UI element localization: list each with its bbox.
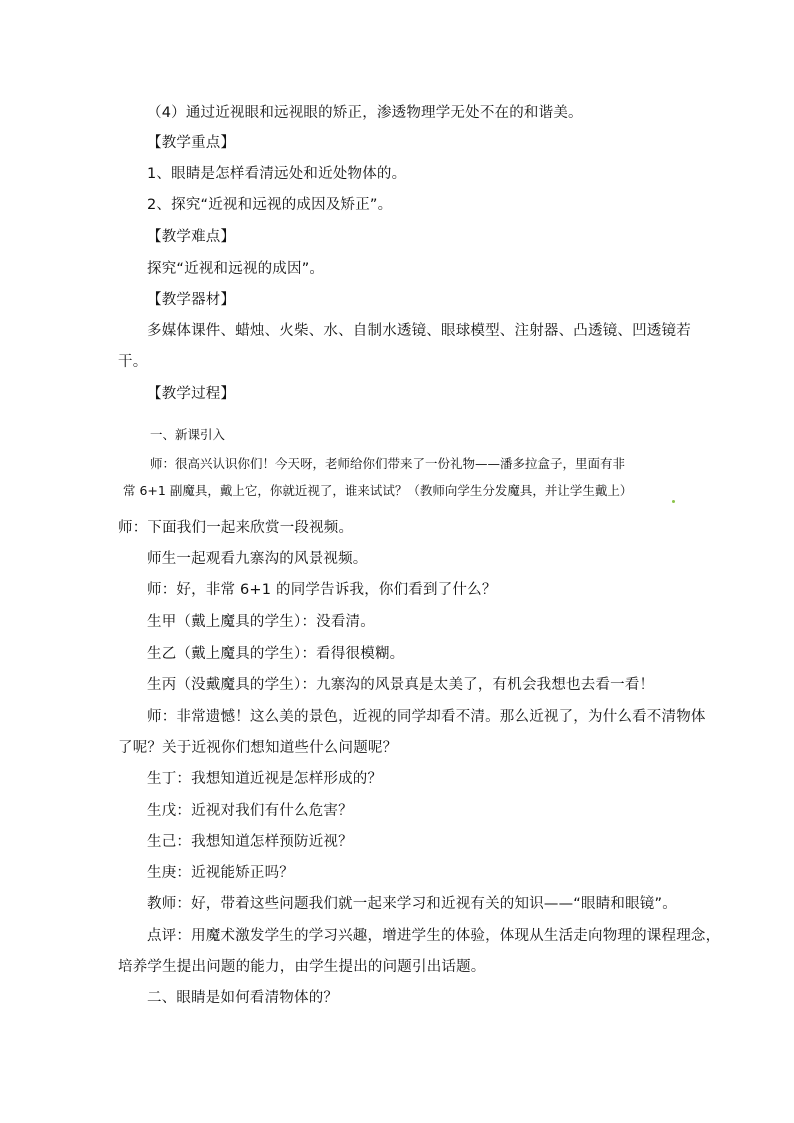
student-d-line: 生丁：我想知道近视是怎样形成的？ [147, 771, 383, 787]
key-point-2-text: 2、探究“近视和远视的成因及矫正”。 [147, 197, 393, 213]
objective-4-text: （4）通过近视眼和远视眼的矫正，渗透物理学无处不在的和谐美。 [147, 105, 583, 121]
student-e-line: 生戊：近视对我们有什么危害？ [147, 803, 353, 819]
difficulty-text: 探究“近视和远视的成因”。 [147, 261, 325, 277]
student-b-line: 生乙（戴上魔具的学生）：看得很模糊。 [147, 646, 405, 662]
stray-dot [672, 500, 675, 503]
section-2-heading: 二、眼睛是如何看清物体的？ [147, 990, 339, 1006]
teacher-intro-line-2: 常 6+1 副魔具，戴上它，你就近视了，谁来试试？（教师向学生分发魔具，并让学生戴上） [123, 483, 633, 498]
student-g-line: 生庚：近视能矫正吗？ [147, 865, 294, 881]
student-f-line: 生己：我想知道怎样预防近视？ [147, 834, 353, 850]
teacher-topic-line: 教师：好，带着这些问题我们就一起来学习和近视有关的知识——“眼睛和眼镜”。 [147, 896, 677, 912]
key-point-1-text: 1、眼睛是怎样看清远处和近处物体的。 [147, 166, 407, 182]
teacher-intro-line-1: 师：很高兴认识你们！今天呀，老师给你们带来了一份礼物——潘多拉盒子，里面有非 [150, 456, 626, 471]
difficulty-heading: 【教学难点】 [147, 229, 236, 245]
equipment-text-line-1: 多媒体课件、蜡烛、火柴、水、自制水透镜、眼球模型、注射器、凸透镜、凹透镜若 [147, 323, 691, 339]
student-a-line: 生甲（戴上魔具的学生）：没看清。 [147, 614, 375, 630]
student-c-line: 生丙（没戴魔具的学生）：九寨沟的风景真是太美了，有机会我想也去看一看！ [147, 677, 655, 693]
equipment-text-line-2: 干。 [118, 354, 148, 370]
watch-video-line: 师生一起观看九寨沟的风景视频。 [147, 551, 368, 567]
comment-line-2: 培养学生提出问题的能力，由学生提出的问题引出话题。 [118, 959, 486, 975]
equipment-heading: 【教学器材】 [147, 292, 236, 308]
key-points-heading: 【教学重点】 [147, 135, 236, 151]
process-heading: 【教学过程】 [147, 386, 236, 402]
teacher-regret-line-1: 师：非常遗憾！这么美的景色，近视的同学却看不清。那么近视了，为什么看不清物体 [147, 709, 706, 725]
teacher-regret-line-2: 了呢？关于近视你们想知道些什么问题呢？ [118, 740, 398, 756]
teacher-video-line: 师：下面我们一起来欣赏一段视频。 [118, 520, 354, 536]
section-1-heading: 一、新课引入 [150, 427, 226, 442]
comment-line-1: 点评：用魔术激发学生的学习兴趣，增进学生的体验，体现从生活走向物理的课程理念， [147, 928, 721, 944]
teacher-question-line: 师：好，非常 6+1 的同学告诉我，你们看到了什么？ [147, 582, 497, 598]
